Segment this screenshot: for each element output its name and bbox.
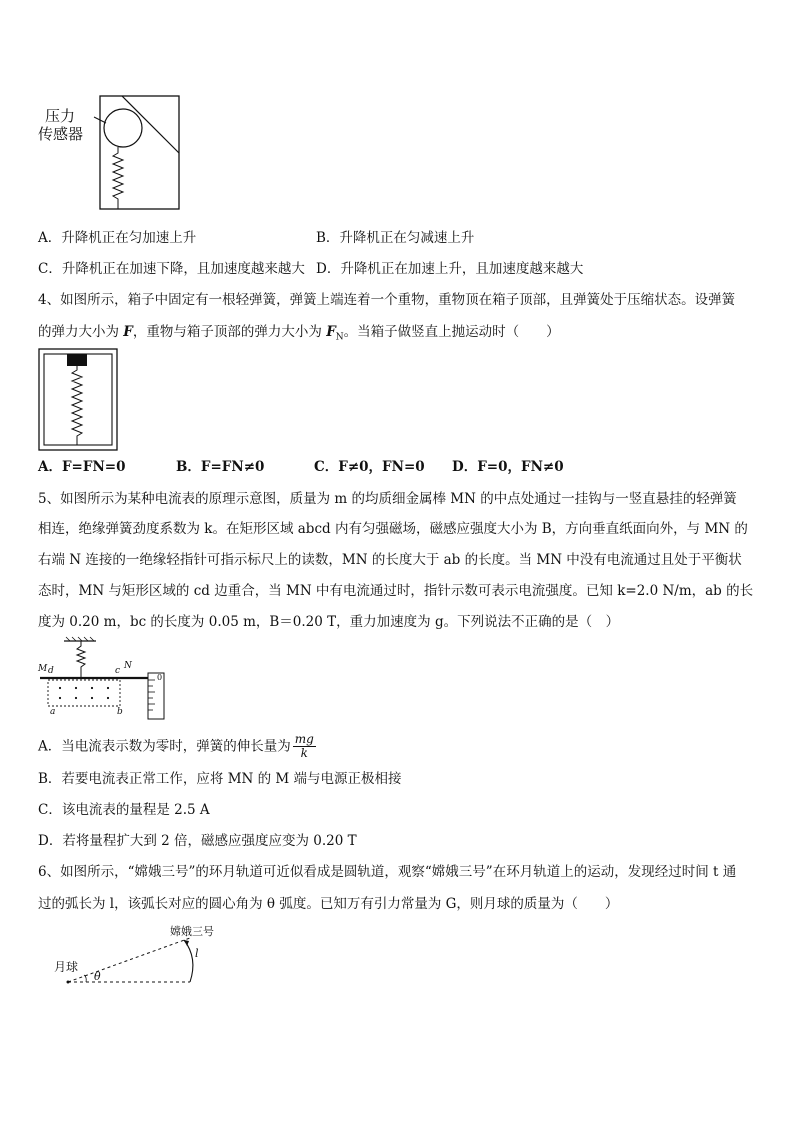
figure-box-spring (38, 348, 120, 452)
q3-option-c: C．升降机正在加速下降，且加速度越来越大 (38, 261, 305, 277)
label-d: d (48, 666, 54, 676)
q5-stem-line2: 相连，绝缘弹簧劲度系数为 k。在矩形区域 abcd 内有匀强磁场，磁感应强度大小为 B，方向垂直纸面向外，与 MN 的 (38, 521, 748, 537)
q4-stem-line2 (38, 323, 560, 347)
q4-stem-line1: 4、如图所示，箱子中固定有一根轻弹簧，弹簧上端连着一个重物，重物顶在箱子顶部，且弹簧处于压缩状态。设弹簧 (38, 292, 736, 308)
q5-option-d: D．若将量程扩大到 2 倍，磁感应强度应变为 0.20 T (38, 833, 357, 849)
label-m: M (38, 664, 48, 674)
q4-stem-part-b: ，重物与箱子顶部的弹力大小为 (132, 324, 327, 340)
box-spring-diagram (38, 348, 120, 452)
q4-option-d: D．F=0，FN≠0 (452, 459, 564, 475)
q4-symbol-f: F (123, 324, 133, 340)
label-n: N (124, 661, 132, 671)
q5-option-c: C．该电流表的量程是 2.5 A (38, 802, 210, 818)
q4-symbol-fn: F (326, 324, 336, 340)
figure-lunar-orbit (52, 920, 232, 990)
q4-symbol-fn-sub: N (335, 332, 344, 343)
q3-option-a: A．升降机正在匀加速上升 (38, 230, 197, 246)
q5-option-a (38, 733, 316, 763)
label-b: b (117, 707, 123, 717)
sensor-label-line2: 传感器 (38, 125, 84, 143)
sensor-label-line1: 压力 (45, 107, 76, 125)
label-scale-zero: 0 (157, 673, 163, 682)
q5-stem-line1: 5、如图所示为某种电流表的原理示意图，质量为 m 的均质细金属棒 MN 的中点处通过一挂钩与一竖直悬挂的轻弹簧 (38, 491, 737, 507)
label-chang-e-3: 嫦娥三号 (170, 925, 214, 938)
fraction-numerator: mg (294, 732, 314, 746)
q4-stem-part-a: 的弹力大小为 (38, 324, 124, 340)
label-a: a (50, 707, 56, 717)
q4-option-c: C．F≠0，FN=0 (314, 459, 425, 475)
label-theta: θ (94, 970, 101, 983)
q4-option-a: A．F=FN=0 (38, 459, 126, 475)
fraction-denominator: k (300, 746, 308, 760)
q5-stem-line5: 度为 0.20 m，bc 的长度为 0.05 m，B＝0.20 T，重力加速度为 g。下列说法不正确的是（ ） (38, 614, 620, 630)
q4-option-b: B．F=FN≠0 (176, 459, 265, 475)
q4-stem-part-c: 。当箱子做竖直上抛运动时（ ） (343, 324, 560, 340)
figure-current-meter (38, 636, 178, 722)
label-arc-length: l (195, 947, 199, 960)
fraction-mg-over-k (293, 733, 316, 760)
q6-stem-line2: 过的弧长为 l，该弧长对应的圆心角为 θ 弧度。已知万有引力常量为 G，则月球的质量为（ ） (38, 896, 619, 912)
q3-option-b: B．升降机正在匀减速上升 (316, 230, 475, 246)
q6-stem-line1: 6、如图所示，“嫦娥三号”的环月轨道可近似看成是圆轨道，观察“嫦娥三号”在环月轨道上的运动，发现经过时间 t 通 (38, 864, 737, 880)
q5-option-b: B．若要电流表正常工作，应将 MN 的 M 端与电源正极相接 (38, 771, 402, 787)
label-c: c (115, 666, 121, 676)
label-moon: 月球 (54, 960, 79, 974)
q3-option-d: D．升降机正在加速上升，且加速度越来越大 (316, 261, 584, 277)
figure-pressure-sensor (36, 95, 186, 211)
q5-stem-line4: 态时，MN 与矩形区域的 cd 边重合，当 MN 中有电流通过时，指针示数可表示电流强度。已知 k=2.0 N/m，ab 的长 (38, 583, 754, 599)
q5-option-a-text: A．当电流表示数为零时，弹簧的伸长量为 (38, 738, 291, 755)
q5-stem-line3: 右端 N 连接的一绝缘轻指针可指示标尺上的读数，MN 的长度大于 ab 的长度。当 MN 中没有电流通过且处于平衡状 (38, 552, 742, 568)
